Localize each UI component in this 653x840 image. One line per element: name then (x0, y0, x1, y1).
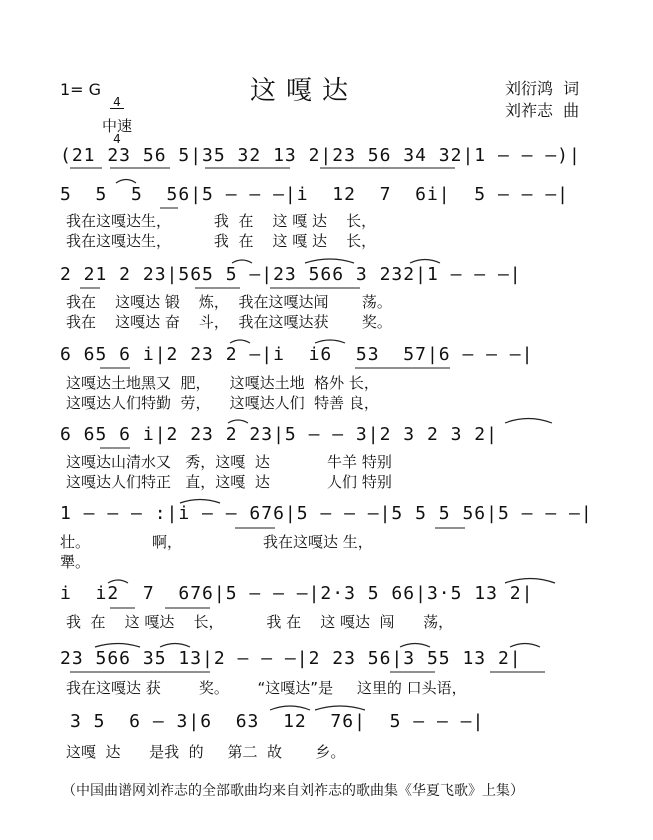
lyric-line-2b: 我在这嘎达生， 我 在 这 嘎 达 长， (66, 232, 377, 250)
notation-line-5: 6 65 6 i|2 23 2 23|5 — — 3|2 3 2 3 2| (60, 424, 498, 445)
lyric-line-4b: 这嘎达人们特勤 劳， 这嘎达人们 特善 良， (66, 394, 379, 412)
lyric-line-2a: 我在这嘎达生， 我 在 这 嘎 达 长， (66, 212, 377, 230)
time-signature-bottom: 4 (113, 132, 121, 146)
key-signature: 1= G (60, 80, 102, 99)
lyric-line-6b: 犟。 (60, 553, 91, 571)
lyric-line-9: 这嘎 达 是我 的 第二 故 乡。 (66, 743, 346, 761)
lyric-line-5a: 这嘎达山清水又 秀，这嘎 达 牛羊 特别 (66, 453, 392, 471)
notation-line-7: i i2 7 676|5 — — —|2·3 5 66|3·5 13 2| (60, 583, 534, 604)
notation-line-3: 2 21 2 23|565 5 —|23 566 3 232|1 — — —| (60, 264, 522, 285)
song-title: 这嘎达 (250, 76, 359, 106)
lyric-line-5b: 这嘎达人们特正 直，这嘎 达 人们 特别 (66, 473, 392, 491)
lyric-line-6a: 壮。 啊， 我在这嘎达 生， (60, 533, 373, 551)
lyric-line-4a: 这嘎达土地黑又 肥， 这嘎达土地 格外 长， (66, 374, 379, 392)
lyric-line-3b: 我在 这嘎达 奋 斗， 我在这嘎达获 奖。 (66, 313, 392, 331)
lyric-line-3a: 我在 这嘎达 锻 炼， 我在这嘎达闻 荡。 (66, 293, 392, 311)
lyricist-credit: 刘衍鸿 词 (505, 79, 580, 98)
notation-line-9: 3 5 6 — 3|6 63 12 76| 5 — — —| (70, 711, 485, 732)
notation-line-4: 6 65 6 i|2 23 2 —|i i6 53 57|6 — — —| (60, 344, 534, 365)
notation-line-1: (21 23 56 5|35 32 13 2|23 56 34 32|1 — — —)| (60, 145, 581, 166)
notation-line-6: 1 — — — :|i — — 676|5 — — —|5 5 5 56|5 — — —| (60, 503, 593, 524)
composer-credit: 刘祚志 曲 (505, 101, 580, 120)
footer-note: （中国曲谱网刘祚志的全部歌曲均来自刘祚志的歌曲集《华夏飞歌》上集） (62, 783, 524, 799)
notation-line-8: 23 566 35 13|2 — — —|2 23 56|3 55 13 2| (60, 648, 522, 669)
time-signature-top: 4 (110, 96, 124, 109)
lyric-line-7: 我 在 这 嘎达 长， 我 在 这 嘎达 闯 荡， (66, 613, 454, 631)
notation-line-2: 5 5 5 56|5 — — —|i 12 7 6i| 5 — — —| (60, 184, 569, 205)
lyric-line-8: 我在这嘎达 获 奖。 “这嘎达”是 这里的 口头语， (66, 679, 467, 697)
tempo-marking: 中速 (102, 117, 133, 135)
